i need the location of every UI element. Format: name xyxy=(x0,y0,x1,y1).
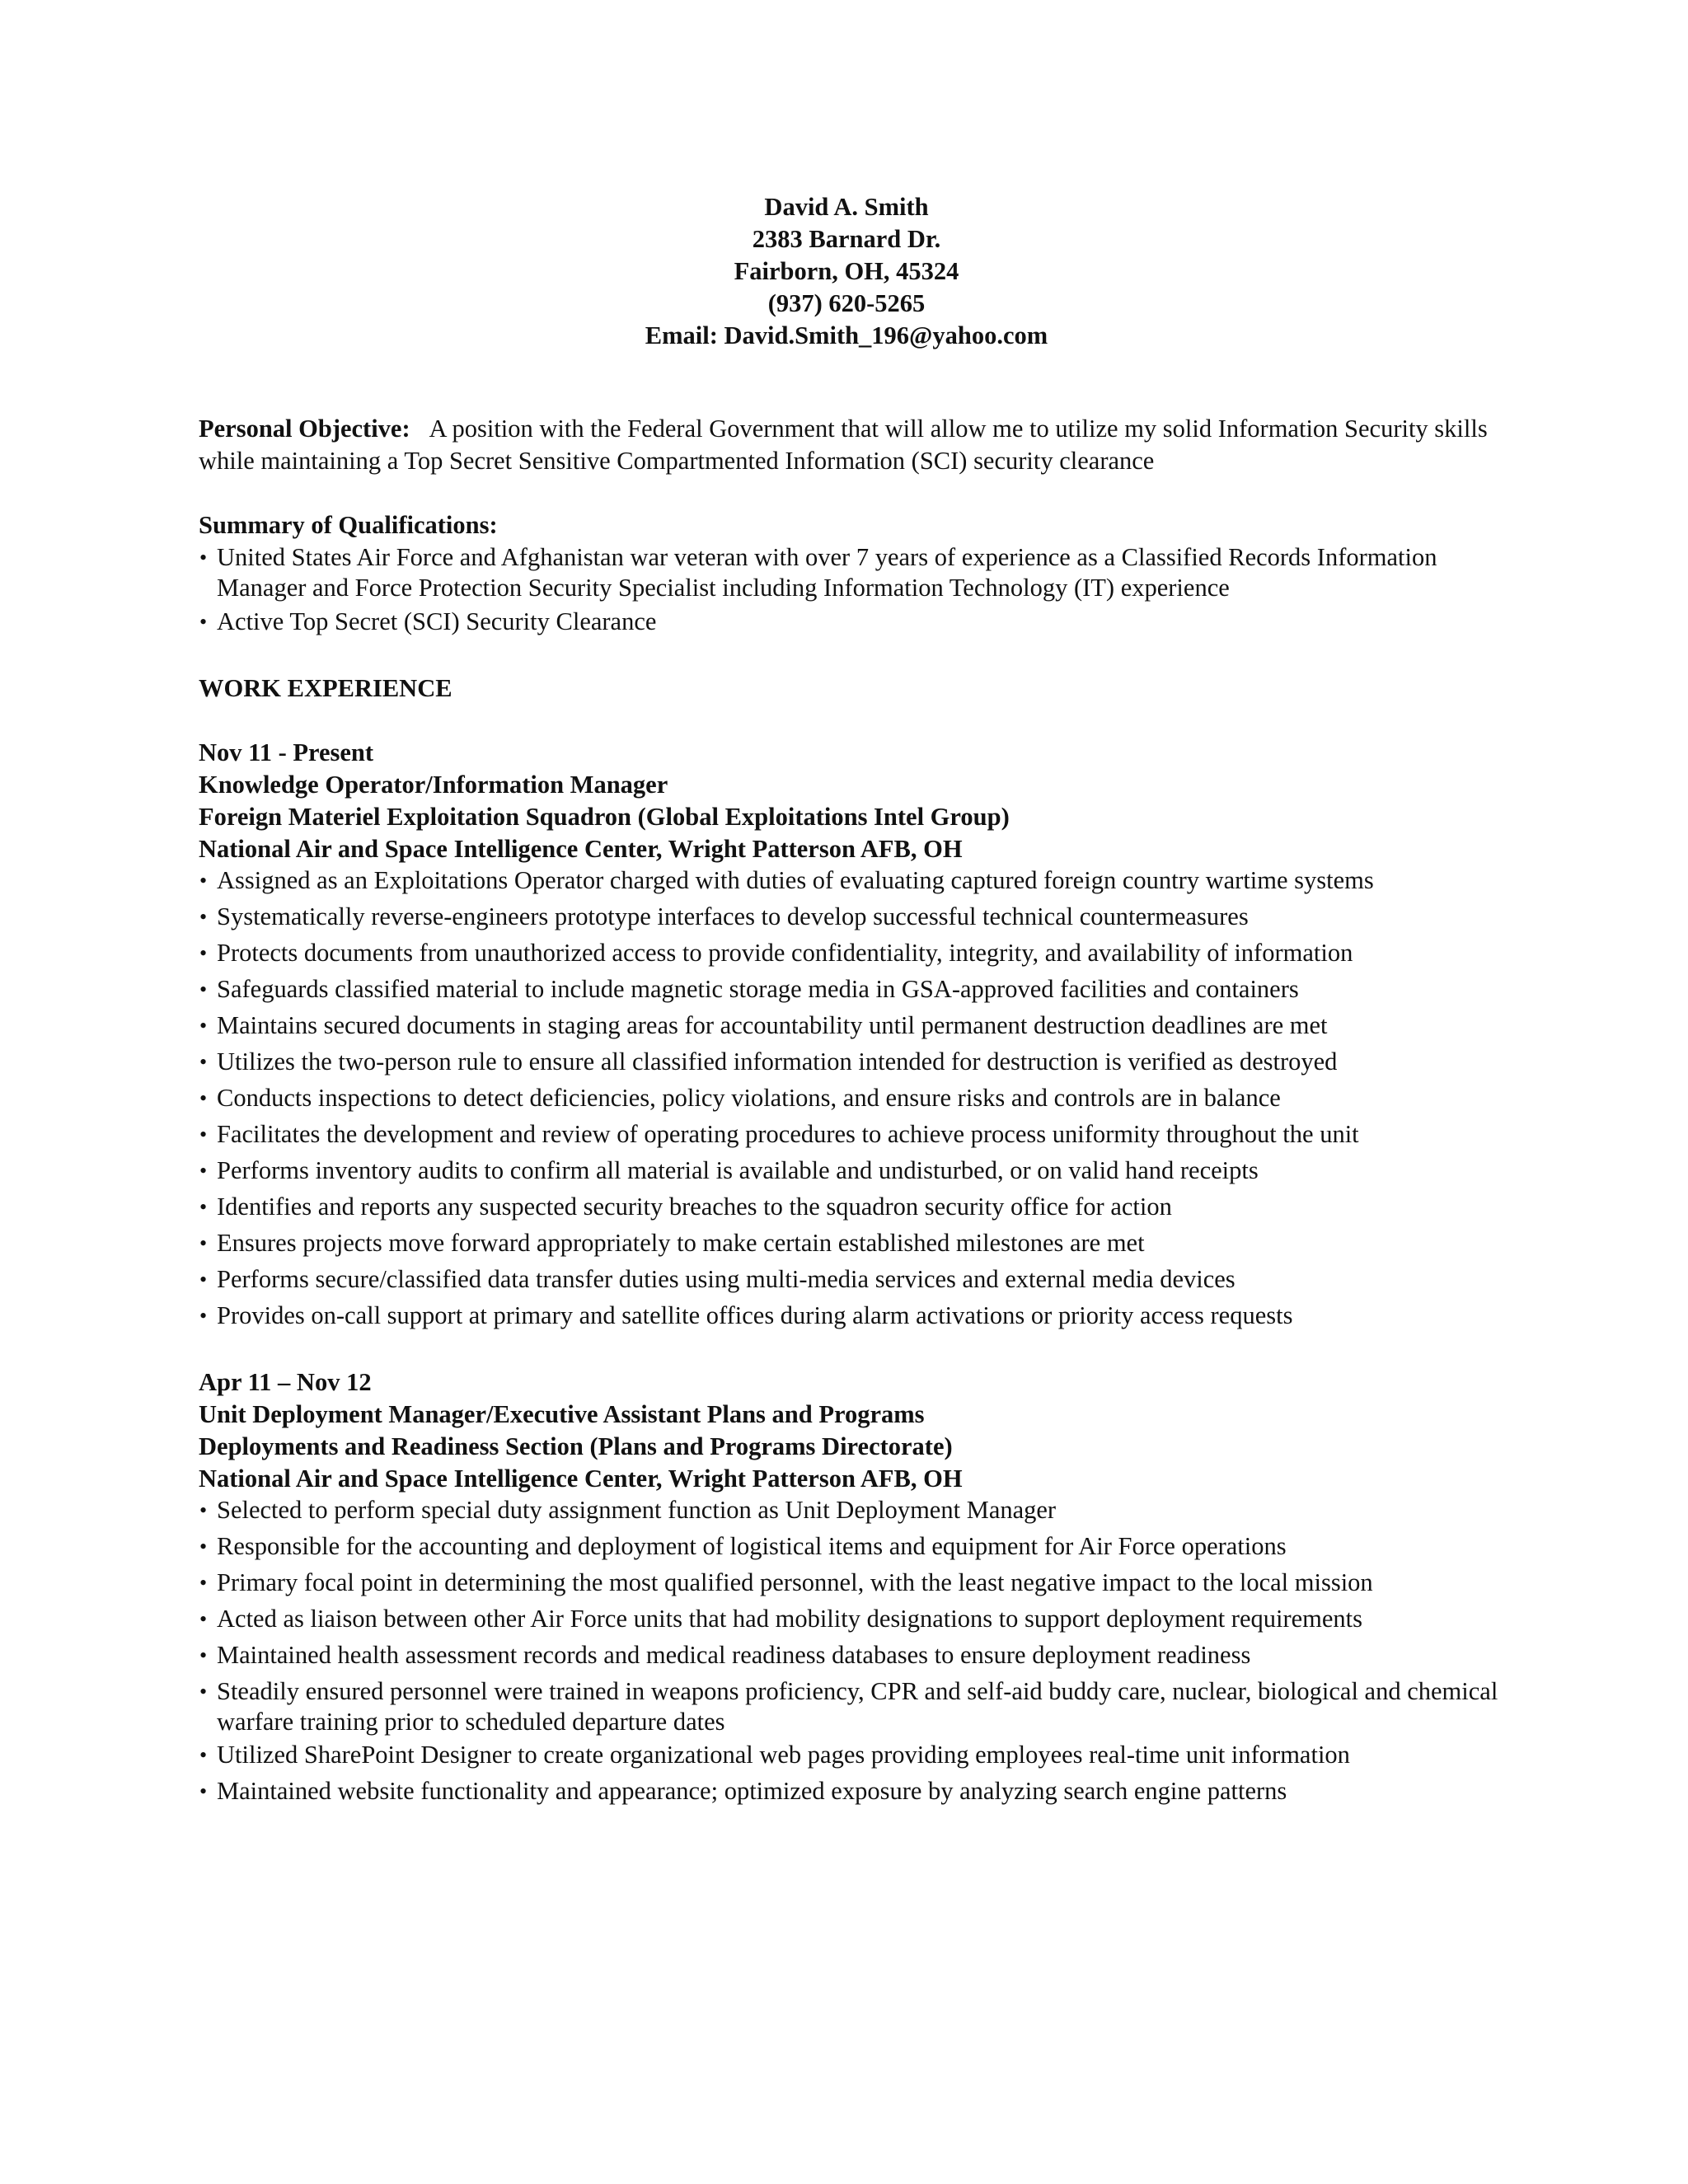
email-line: Email: David.Smith_196@yahoo.com xyxy=(645,321,1048,349)
list-item: • Selected to perform special duty assignment function as Unit Deployment Manager xyxy=(199,1495,1057,1524)
work-experience-title: WORK EXPERIENCE xyxy=(199,673,452,702)
list-item: • Protects documents from unauthorized access to provide confidentiality, integrity, and availability of information xyxy=(199,938,1353,967)
job-1 xyxy=(199,737,1501,1334)
list-item: • Primary focal point in determining the most qualified personnel, with the least negative impact to the local mission xyxy=(199,1568,1373,1596)
list-item: • Maintained website functionality and appearance; optimized exposure by analyzing search engine patterns xyxy=(199,1777,1287,1805)
summary-title: Summary of Qualifications: xyxy=(199,511,498,539)
job-location: National Air and Space Intelligence Center, Wright Patterson AFB, OH xyxy=(199,1464,963,1493)
list-item: • Performs inventory audits to confirm all material is available and undisturbed, or on valid hand receipts xyxy=(199,1155,1259,1184)
job-title: Unit Deployment Manager/Executive Assistant Plans and Programs xyxy=(199,1399,925,1428)
list-item: • Provides on-call support at primary and satellite offices during alarm activations or priority access requests xyxy=(199,1301,1293,1329)
list-item: • Assigned as an Exploitations Operator charged with duties of evaluating captured foreign country wartime systems xyxy=(199,865,1374,894)
list-item: • Maintains secured documents in staging areas for accountability until permanent destruction deadlines are met xyxy=(199,1010,1328,1039)
summary-list xyxy=(199,542,1501,640)
spacer xyxy=(199,1337,1501,1366)
list-item: • Active Top Secret (SCI) Security Clearance xyxy=(199,607,657,635)
list-item: • Acted as liaison between other Air Force units that had mobility designations to support deployment requirements xyxy=(199,1604,1363,1633)
list-item: • Conducts inspections to detect deficiencies, policy violations, and ensure risks and controls are in balance xyxy=(199,1083,1281,1112)
job-title: Knowledge Operator/Information Manager xyxy=(199,770,668,799)
spacer xyxy=(199,477,1501,509)
list-item: • Responsible for the accounting and deployment of logistical items and equipment for Air Force operations xyxy=(199,1531,1287,1560)
list-item: • Identifies and reports any suspected security breaches to the squadron security office for action xyxy=(199,1192,1172,1221)
list-item: • Safeguards classified material to include magnetic storage media in GSA-approved facilities and containers xyxy=(199,974,1299,1003)
contact-header xyxy=(199,191,1501,352)
list-item: • Ensures projects move forward appropriately to make certain established milestones are met xyxy=(199,1228,1145,1257)
list-item: • Systematically reverse-engineers prototype interfaces to develop successful technical countermeasures xyxy=(199,902,1249,930)
resume-content xyxy=(199,191,1501,1812)
job-duties-list xyxy=(199,1495,1501,1810)
job-location: National Air and Space Intelligence Center, Wright Patterson AFB, OH xyxy=(199,834,963,863)
job-unit: Deployments and Readiness Section (Plans and Programs Directorate) xyxy=(199,1432,953,1460)
city-state-zip: Fairborn, OH, 45324 xyxy=(734,257,959,285)
list-item: • Utilizes the two-person rule to ensure all classified information intended for destruction is verified as destroyed xyxy=(199,1047,1338,1076)
list-item: • Utilized SharePoint Designer to create organizational web pages providing employees real-time unit information xyxy=(199,1741,1350,1769)
phone-number: (937) 620-5265 xyxy=(767,289,926,317)
spacer xyxy=(199,705,1501,737)
list-item: • Maintained health assessment records and medical readiness databases to ensure deployment readiness xyxy=(199,1640,1251,1669)
list-item: • Performs secure/classified data transfer duties using multi-media services and external media devices xyxy=(199,1264,1236,1293)
personal-objective xyxy=(199,413,1501,477)
job-unit: Foreign Materiel Exploitation Squadron (Global Exploitations Intel Group) xyxy=(199,802,1010,831)
objective-label: Personal Objective: xyxy=(199,415,410,443)
job-dates: Apr 11 – Nov 12 xyxy=(199,1367,372,1396)
street-address: 2383 Barnard Dr. xyxy=(752,225,941,253)
job-dates: Nov 11 - Present xyxy=(199,738,374,766)
spacer xyxy=(199,643,1501,673)
spacer xyxy=(199,352,1501,413)
job-2 xyxy=(199,1366,1501,1810)
objective-text: A position with the Federal Government that will allow me to utilize my solid Information Security skills while maintaining a Top Secret Sensitive Compartmented Information (SCI) security clearance xyxy=(199,415,1488,475)
job-duties-list xyxy=(199,865,1501,1334)
list-item: • Facilitates the development and review of operating procedures to achieve process uniformity throughout the unit xyxy=(199,1119,1359,1148)
applicant-name: David A. Smith xyxy=(764,193,929,221)
list-item: • Steadily ensured personnel were trained in weapons proficiency, CPR and self-aid buddy care, nuclear, biological and chemical warfare training prior to scheduled departure dates xyxy=(199,1676,1498,1736)
list-item: • United States Air Force and Afghanistan war veteran with over 7 years of experience as a Classified Records Information Manager and Force Protection Security Specialist including Information Technology (IT) experience xyxy=(199,543,1437,602)
